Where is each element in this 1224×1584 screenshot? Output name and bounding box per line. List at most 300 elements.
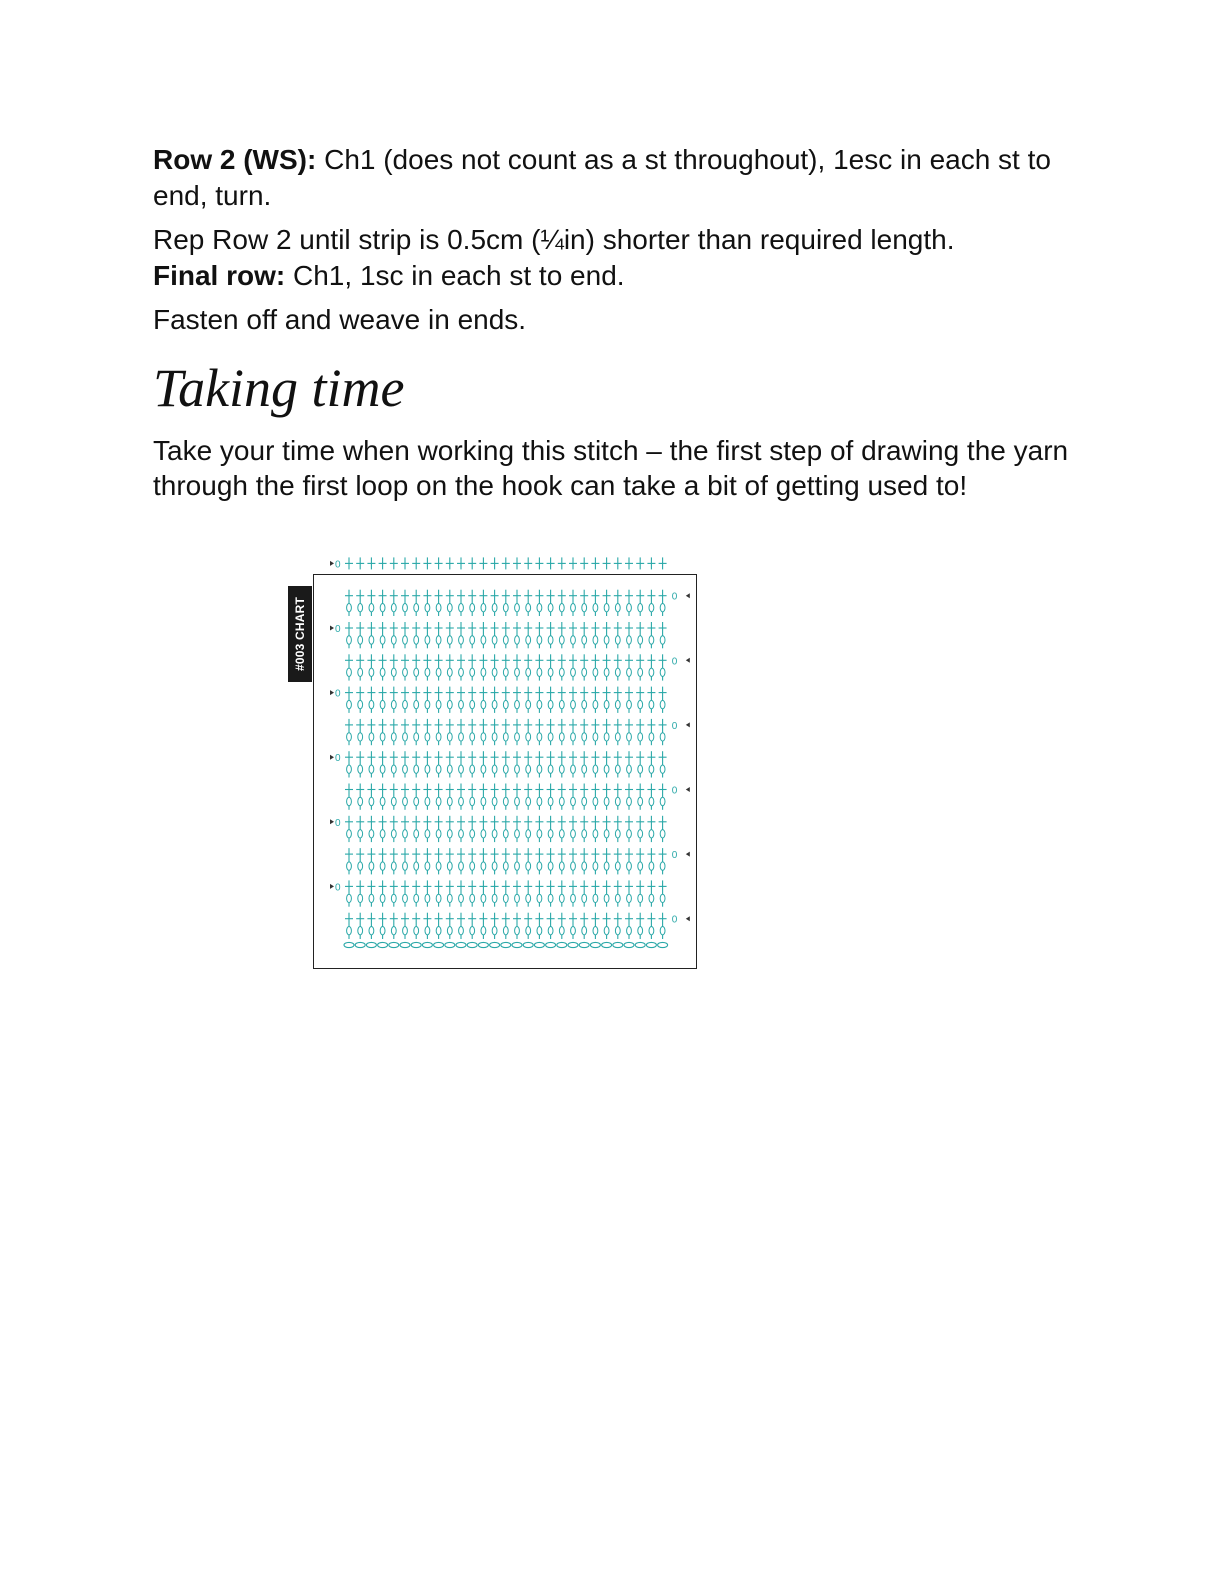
row-arrow-right: [686, 787, 690, 792]
esc-stitch-loop: [571, 604, 576, 612]
esc-stitch-loop: [537, 830, 542, 838]
esc-stitch-loop: [425, 733, 430, 741]
esc-stitch-loop: [660, 765, 665, 773]
esc-stitch-loop: [559, 862, 564, 870]
esc-stitch-loop: [391, 668, 396, 676]
esc-stitch-loop: [582, 765, 587, 773]
esc-stitch-loop: [559, 604, 564, 612]
foundation-chain-stitch: [646, 942, 656, 947]
esc-stitch-loop: [403, 668, 408, 676]
row-arrow-right: [686, 852, 690, 857]
foundation-chain-stitch: [344, 942, 354, 947]
esc-stitch-loop: [627, 636, 632, 644]
esc-stitch-loop: [403, 830, 408, 838]
turning-chain-left: 0: [335, 817, 341, 829]
esc-stitch-loop: [459, 668, 464, 676]
page-content: [153, 142, 1073, 504]
esc-stitch-loop: [492, 927, 497, 935]
esc-stitch-loop: [503, 862, 508, 870]
esc-stitch-loop: [369, 927, 374, 935]
esc-stitch-loop: [369, 636, 374, 644]
esc-stitch-loop: [380, 830, 385, 838]
esc-stitch-loop: [593, 700, 598, 708]
esc-stitch-loop: [515, 636, 520, 644]
row-arrow-left: [330, 884, 334, 889]
esc-stitch-loop: [492, 700, 497, 708]
esc-stitch-loop: [425, 604, 430, 612]
esc-stitch-loop: [380, 797, 385, 805]
esc-stitch-loop: [660, 733, 665, 741]
esc-stitch-loop: [638, 733, 643, 741]
esc-stitch-loop: [615, 700, 620, 708]
esc-stitch-loop: [571, 765, 576, 773]
esc-stitch-loop: [403, 765, 408, 773]
esc-stitch-loop: [358, 862, 363, 870]
esc-stitch-loop: [481, 927, 486, 935]
esc-stitch-loop: [470, 765, 475, 773]
esc-stitch-loop: [447, 765, 452, 773]
foundation-chain-stitch: [490, 942, 500, 947]
esc-stitch-loop: [582, 733, 587, 741]
foundation-chain-stitch: [546, 942, 556, 947]
esc-stitch-loop: [537, 765, 542, 773]
esc-stitch-loop: [380, 862, 385, 870]
esc-stitch-loop: [649, 700, 654, 708]
esc-stitch-loop: [459, 733, 464, 741]
esc-stitch-loop: [391, 636, 396, 644]
esc-stitch-loop: [358, 700, 363, 708]
esc-stitch-loop: [515, 830, 520, 838]
row2-text: Ch1 (does not count as a st throughout), 1esc in each st to end, turn.: [153, 144, 1051, 211]
esc-stitch-loop: [470, 927, 475, 935]
esc-stitch-loop: [358, 927, 363, 935]
esc-stitch-loop: [548, 733, 553, 741]
esc-stitch-loop: [571, 636, 576, 644]
esc-stitch-loop: [526, 733, 531, 741]
section-heading: Taking time: [153, 357, 405, 418]
esc-stitch-loop: [470, 604, 475, 612]
esc-stitch-loop: [391, 894, 396, 902]
esc-stitch-loop: [436, 797, 441, 805]
esc-stitch-loop: [515, 604, 520, 612]
esc-stitch-loop: [380, 927, 385, 935]
esc-stitch-loop: [481, 668, 486, 676]
esc-stitch-loop: [358, 765, 363, 773]
esc-stitch-loop: [447, 927, 452, 935]
esc-stitch-loop: [380, 636, 385, 644]
esc-stitch-loop: [649, 668, 654, 676]
esc-stitch-loop: [470, 733, 475, 741]
esc-stitch-loop: [425, 927, 430, 935]
esc-stitch-loop: [593, 830, 598, 838]
esc-stitch-loop: [515, 797, 520, 805]
esc-stitch-loop: [515, 894, 520, 902]
esc-stitch-loop: [414, 797, 419, 805]
foundation-chain-stitch: [624, 942, 634, 947]
esc-stitch-loop: [649, 830, 654, 838]
esc-stitch-loop: [582, 830, 587, 838]
foundation-chain-stitch: [501, 942, 511, 947]
esc-stitch-loop: [627, 668, 632, 676]
esc-stitch-loop: [627, 700, 632, 708]
foundation-chain-stitch: [355, 942, 365, 947]
esc-stitch-loop: [615, 797, 620, 805]
esc-stitch-loop: [604, 636, 609, 644]
chart-tab-label: #003 CHART: [293, 596, 307, 672]
esc-stitch-loop: [492, 894, 497, 902]
esc-stitch-loop: [481, 733, 486, 741]
esc-stitch-loop: [436, 668, 441, 676]
esc-stitch-loop: [526, 894, 531, 902]
esc-stitch-loop: [403, 894, 408, 902]
esc-stitch-loop: [436, 830, 441, 838]
foundation-chain-stitch: [512, 942, 522, 947]
esc-stitch-loop: [492, 733, 497, 741]
esc-stitch-loop: [548, 862, 553, 870]
esc-stitch-loop: [425, 765, 430, 773]
esc-stitch-loop: [593, 733, 598, 741]
chart-frame: [313, 559, 697, 969]
row-arrow-left: [330, 819, 334, 824]
esc-stitch-loop: [515, 668, 520, 676]
esc-stitch-loop: [615, 636, 620, 644]
esc-stitch-loop: [638, 700, 643, 708]
esc-stitch-loop: [582, 636, 587, 644]
esc-stitch-loop: [515, 862, 520, 870]
esc-stitch-loop: [615, 862, 620, 870]
esc-stitch-loop: [571, 894, 576, 902]
esc-stitch-loop: [627, 862, 632, 870]
esc-stitch-loop: [503, 604, 508, 612]
esc-stitch-loop: [459, 604, 464, 612]
esc-stitch-loop: [638, 927, 643, 935]
esc-stitch-loop: [447, 733, 452, 741]
esc-stitch-loop: [470, 636, 475, 644]
esc-stitch-loop: [447, 894, 452, 902]
esc-stitch-loop: [436, 894, 441, 902]
esc-stitch-loop: [548, 668, 553, 676]
esc-stitch-loop: [593, 894, 598, 902]
esc-stitch-loop: [380, 733, 385, 741]
esc-stitch-loop: [526, 797, 531, 805]
esc-stitch-loop: [582, 927, 587, 935]
esc-stitch-loop: [537, 894, 542, 902]
esc-stitch-loop: [526, 700, 531, 708]
esc-stitch-loop: [593, 604, 598, 612]
esc-stitch-loop: [615, 765, 620, 773]
esc-stitch-loop: [649, 862, 654, 870]
esc-stitch-loop: [492, 765, 497, 773]
esc-stitch-loop: [593, 797, 598, 805]
foundation-chain-stitch: [478, 942, 488, 947]
esc-stitch-loop: [447, 830, 452, 838]
foundation-chain-stitch: [389, 942, 399, 947]
esc-stitch-loop: [459, 636, 464, 644]
esc-stitch-loop: [503, 668, 508, 676]
foundation-chain-stitch: [534, 942, 544, 947]
esc-stitch-loop: [436, 700, 441, 708]
esc-stitch-loop: [649, 927, 654, 935]
esc-stitch-loop: [638, 894, 643, 902]
esc-stitch-loop: [559, 668, 564, 676]
row-arrow-left: [330, 755, 334, 760]
esc-stitch-loop: [559, 700, 564, 708]
esc-stitch-loop: [559, 765, 564, 773]
esc-stitch-loop: [481, 862, 486, 870]
esc-stitch-loop: [559, 830, 564, 838]
esc-stitch-loop: [548, 830, 553, 838]
esc-stitch-loop: [593, 927, 598, 935]
esc-stitch-loop: [593, 636, 598, 644]
foundation-chain-stitch: [635, 942, 645, 947]
esc-stitch-loop: [369, 668, 374, 676]
esc-stitch-loop: [526, 668, 531, 676]
esc-stitch-loop: [604, 797, 609, 805]
esc-stitch-loop: [436, 765, 441, 773]
esc-stitch-loop: [548, 636, 553, 644]
esc-stitch-loop: [492, 797, 497, 805]
esc-stitch-loop: [660, 894, 665, 902]
esc-stitch-loop: [604, 765, 609, 773]
esc-stitch-loop: [459, 862, 464, 870]
esc-stitch-loop: [526, 927, 531, 935]
esc-stitch-loop: [391, 830, 396, 838]
esc-stitch-loop: [436, 636, 441, 644]
foundation-chain-stitch: [613, 942, 623, 947]
foundation-chain-stitch: [411, 942, 421, 947]
esc-stitch-loop: [660, 668, 665, 676]
foundation-chain-stitch: [422, 942, 432, 947]
esc-stitch-loop: [481, 765, 486, 773]
esc-stitch-loop: [593, 765, 598, 773]
esc-stitch-loop: [604, 830, 609, 838]
esc-stitch-loop: [593, 668, 598, 676]
esc-stitch-loop: [425, 668, 430, 676]
esc-stitch-loop: [537, 927, 542, 935]
esc-stitch-loop: [604, 862, 609, 870]
esc-stitch-loop: [649, 765, 654, 773]
esc-stitch-loop: [537, 700, 542, 708]
esc-stitch-loop: [649, 894, 654, 902]
foundation-chain-stitch: [523, 942, 533, 947]
esc-stitch-loop: [526, 862, 531, 870]
esc-stitch-loop: [459, 830, 464, 838]
esc-stitch-loop: [548, 700, 553, 708]
esc-stitch-loop: [615, 830, 620, 838]
row-arrow-right: [686, 593, 690, 598]
esc-stitch-loop: [537, 604, 542, 612]
esc-stitch-loop: [436, 733, 441, 741]
esc-stitch-loop: [347, 830, 352, 838]
esc-stitch-loop: [582, 862, 587, 870]
foundation-chain-stitch: [579, 942, 589, 947]
esc-stitch-loop: [627, 733, 632, 741]
esc-stitch-loop: [391, 700, 396, 708]
row-arrow-right: [686, 658, 690, 663]
esc-stitch-loop: [627, 830, 632, 838]
esc-stitch-loop: [593, 862, 598, 870]
esc-stitch-loop: [391, 765, 396, 773]
esc-stitch-loop: [380, 894, 385, 902]
esc-stitch-loop: [571, 927, 576, 935]
esc-stitch-loop: [347, 636, 352, 644]
esc-stitch-loop: [391, 733, 396, 741]
esc-stitch-loop: [425, 797, 430, 805]
esc-stitch-loop: [347, 668, 352, 676]
esc-stitch-loop: [347, 862, 352, 870]
row-arrow-right: [686, 916, 690, 921]
esc-stitch-loop: [414, 830, 419, 838]
esc-stitch-loop: [481, 797, 486, 805]
esc-stitch-loop: [358, 830, 363, 838]
esc-stitch-loop: [615, 733, 620, 741]
esc-stitch-loop: [638, 862, 643, 870]
esc-stitch-loop: [649, 797, 654, 805]
esc-stitch-loop: [537, 862, 542, 870]
esc-stitch-loop: [537, 668, 542, 676]
foundation-chain-stitch: [557, 942, 567, 947]
esc-stitch-loop: [660, 862, 665, 870]
final-row-paragraph: [153, 258, 1073, 294]
esc-stitch-loop: [403, 733, 408, 741]
turning-chain-left: 0: [335, 882, 341, 894]
esc-stitch-loop: [503, 636, 508, 644]
foundation-chain-stitch: [366, 942, 376, 947]
esc-stitch-loop: [369, 604, 374, 612]
esc-stitch-loop: [470, 894, 475, 902]
esc-stitch-loop: [380, 668, 385, 676]
esc-stitch-loop: [638, 797, 643, 805]
esc-stitch-loop: [481, 604, 486, 612]
esc-stitch-loop: [559, 733, 564, 741]
esc-stitch-loop: [515, 733, 520, 741]
esc-stitch-loop: [403, 700, 408, 708]
foundation-chain-stitch: [434, 942, 444, 947]
esc-stitch-loop: [425, 636, 430, 644]
esc-stitch-loop: [615, 927, 620, 935]
esc-stitch-loop: [503, 894, 508, 902]
turning-chain-right: 0: [671, 591, 678, 603]
foundation-chain-stitch: [445, 942, 455, 947]
esc-stitch-loop: [391, 604, 396, 612]
esc-stitch-loop: [571, 668, 576, 676]
esc-stitch-loop: [481, 894, 486, 902]
chart-tab: [288, 586, 312, 682]
esc-stitch-loop: [369, 700, 374, 708]
esc-stitch-loop: [358, 636, 363, 644]
esc-stitch-loop: [436, 927, 441, 935]
row2-paragraph: [153, 142, 1073, 213]
esc-stitch-loop: [347, 927, 352, 935]
final-row-label: Final row:: [153, 259, 286, 291]
esc-stitch-loop: [414, 733, 419, 741]
esc-stitch-loop: [403, 862, 408, 870]
esc-stitch-loop: [503, 927, 508, 935]
esc-stitch-loop: [459, 700, 464, 708]
esc-stitch-loop: [627, 797, 632, 805]
esc-stitch-loop: [649, 733, 654, 741]
esc-stitch-loop: [548, 927, 553, 935]
row-arrow-left: [330, 626, 334, 631]
esc-stitch-loop: [391, 927, 396, 935]
esc-stitch-loop: [358, 668, 363, 676]
esc-stitch-loop: [347, 733, 352, 741]
esc-stitch-loop: [425, 700, 430, 708]
esc-stitch-loop: [582, 668, 587, 676]
esc-stitch-loop: [470, 668, 475, 676]
esc-stitch-loop: [380, 604, 385, 612]
esc-stitch-loop: [503, 797, 508, 805]
esc-stitch-loop: [537, 733, 542, 741]
turning-chain-left: 0: [335, 559, 341, 571]
esc-stitch-loop: [537, 797, 542, 805]
esc-stitch-loop: [571, 862, 576, 870]
chart-diagram: [314, 559, 696, 968]
esc-stitch-loop: [414, 604, 419, 612]
esc-stitch-loop: [414, 862, 419, 870]
esc-stitch-loop: [638, 636, 643, 644]
esc-stitch-loop: [660, 830, 665, 838]
esc-stitch-loop: [492, 862, 497, 870]
esc-stitch-loop: [403, 927, 408, 935]
esc-stitch-loop: [638, 830, 643, 838]
esc-stitch-loop: [347, 765, 352, 773]
turning-chain-left: 0: [335, 688, 341, 700]
esc-stitch-loop: [571, 700, 576, 708]
esc-stitch-loop: [627, 927, 632, 935]
esc-stitch-loop: [459, 765, 464, 773]
esc-stitch-loop: [447, 862, 452, 870]
esc-stitch-loop: [638, 765, 643, 773]
esc-stitch-loop: [414, 894, 419, 902]
esc-stitch-loop: [638, 668, 643, 676]
foundation-chain-stitch: [602, 942, 612, 947]
esc-stitch-loop: [548, 797, 553, 805]
esc-stitch-loop: [369, 733, 374, 741]
esc-stitch-loop: [369, 830, 374, 838]
foundation-chain-stitch: [658, 942, 668, 947]
esc-stitch-loop: [660, 604, 665, 612]
esc-stitch-loop: [604, 700, 609, 708]
esc-stitch-loop: [459, 927, 464, 935]
esc-stitch-loop: [660, 636, 665, 644]
foundation-chain-stitch: [400, 942, 410, 947]
esc-stitch-loop: [470, 862, 475, 870]
esc-stitch-loop: [481, 830, 486, 838]
esc-stitch-loop: [615, 668, 620, 676]
esc-stitch-loop: [347, 700, 352, 708]
stitch-chart: [288, 559, 698, 970]
row-arrow-left: [330, 561, 334, 566]
esc-stitch-loop: [548, 604, 553, 612]
esc-stitch-loop: [414, 668, 419, 676]
esc-stitch-loop: [414, 700, 419, 708]
body-paragraph: Take your time when working this stitch – the first step of drawing the yarn through the first loop on the hook can take a bit of getting used to!: [153, 434, 1069, 501]
esc-stitch-loop: [638, 604, 643, 612]
esc-stitch-loop: [649, 604, 654, 612]
esc-stitch-loop: [559, 636, 564, 644]
foundation-chain-stitch: [590, 942, 600, 947]
esc-stitch-loop: [447, 636, 452, 644]
esc-stitch-loop: [649, 636, 654, 644]
esc-stitch-loop: [627, 894, 632, 902]
foundation-chain-stitch: [467, 942, 477, 947]
turning-chain-right: 0: [671, 785, 678, 797]
final-row-text: Ch1, 1sc in each st to end.: [285, 259, 625, 291]
foundation-chain-stitch: [568, 942, 578, 947]
esc-stitch-loop: [503, 700, 508, 708]
turning-chain-left: 0: [335, 753, 341, 765]
